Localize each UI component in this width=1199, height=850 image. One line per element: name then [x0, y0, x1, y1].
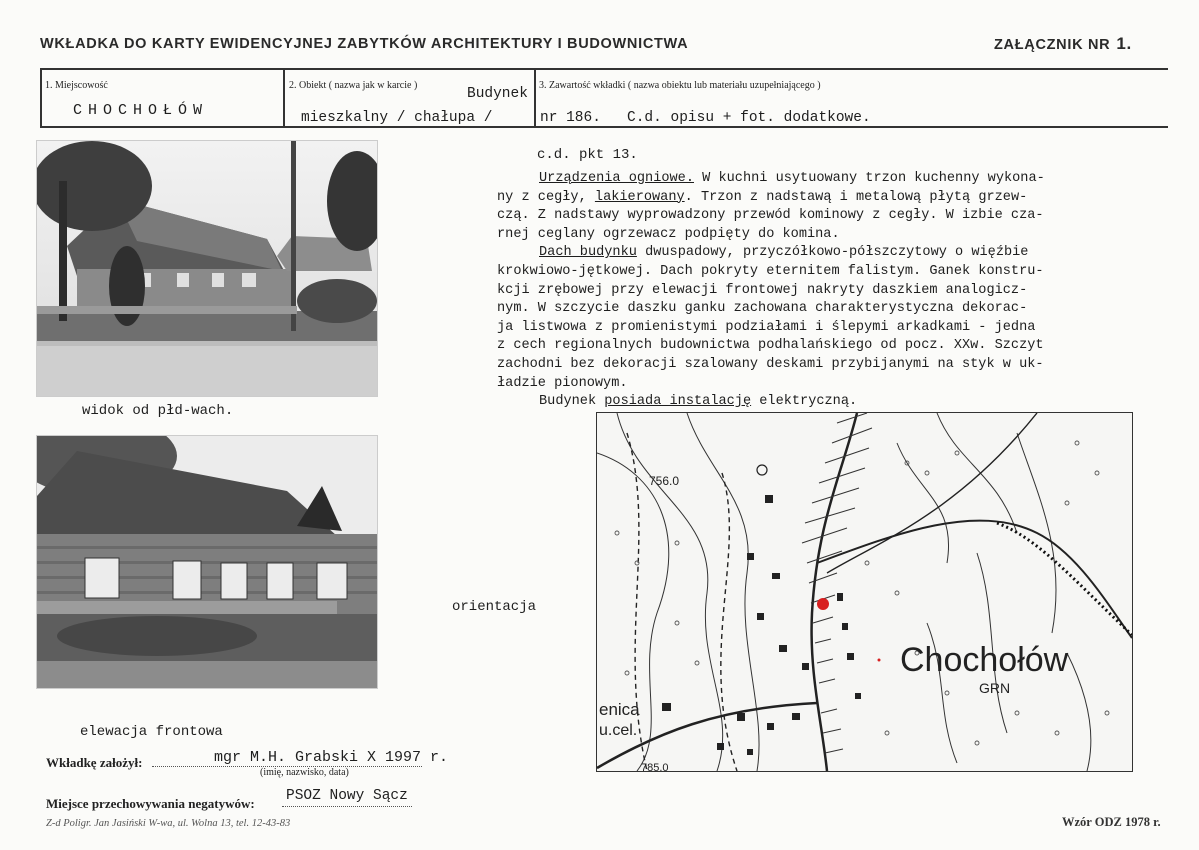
text-line: W kuchni usytuowany trzon kuchenny wykona- — [694, 171, 1045, 186]
field-object-label: 2. Obiekt ( nazwa jak w karcie ) — [289, 80, 418, 91]
field-content-label: 3. Zawartość wkładki ( nazwa obiektu lub materiału uzupełniającego ) — [539, 80, 821, 91]
photo-caption-2: elewacja frontowa — [80, 724, 223, 740]
text-heading-fire: Urządzenia ogniowe. — [539, 171, 694, 186]
grid-line-top — [40, 68, 1168, 70]
text-line: z cech regionalnych budownictwa podhalańskiego od pocz. XXw. Szczyt — [497, 338, 1044, 354]
footer-storage-value: PSOZ Nowy Sącz — [286, 788, 408, 804]
attachment-label: ZAŁĄCZNIK NR — [994, 37, 1111, 53]
location-marker-icon — [817, 598, 829, 610]
text-line: ja listwowa z promienistymi podziałami i ślepymi arkadkami - jedna — [497, 319, 1036, 335]
text-line: . Trzon z nadstawą i metalową płytą grzew- — [684, 189, 1028, 205]
text-line: Budynek — [539, 394, 605, 410]
text-underlined: lakierowany — [594, 189, 685, 205]
footer-storage-label: Miejsce przechowywania negatywów: — [46, 796, 255, 811]
field-object-value-2: mieszkalny / chałupa / — [301, 110, 493, 126]
map-edge-text-1: enica — [599, 700, 640, 719]
section-heading: c.d. pkt 13. — [537, 147, 638, 163]
map-grn-label: GRN — [979, 680, 1011, 696]
field-object-value-1: Budynek — [467, 86, 528, 102]
text-line: rnej ceglany ogrzewacz podpięty do komina. — [497, 226, 840, 242]
text-line: czą. Z nadstawy wyprowadzony przewód kominowy z cegły. W izbie cza- — [497, 208, 1044, 224]
location-map — [596, 412, 1133, 772]
photo-caption-1: widok od płd-wach. — [82, 403, 234, 419]
map-edge-text-2: u.cel. — [599, 722, 638, 739]
grid-divider-left — [40, 68, 42, 127]
text-line: kcji zrębowej przy elewacji frontowej nakryty daszkiem analogicz- — [497, 282, 1028, 298]
text-line: krokwiowo-jętkowej. Dach pokryty eternitem falistym. Ganek konstru- — [497, 263, 1044, 279]
map-elevation-1: 756.0 — [649, 474, 680, 488]
field-locality-label: 1. Miejscowość — [45, 80, 108, 91]
photo-front-elevation — [36, 435, 378, 689]
text-line: nym. W szczycie daszku ganku zachowana charakterystyczna dekorac- — [497, 301, 1028, 317]
text-heading-roof: Dach budynku — [539, 245, 637, 261]
text-line: dwuspadowy, przyczółkowo-półszczytowy o więźbie — [636, 245, 1029, 261]
footer-creator-hint: (imię, nazwisko, data) — [260, 767, 349, 778]
photo-side-view-image — [37, 141, 377, 396]
footer-template: Wzór ODZ 1978 r. — [1062, 815, 1161, 829]
attachment-number — [994, 34, 1132, 54]
text-line: ładzie pionowym. — [497, 375, 628, 391]
map-elevation-2: 785.0 — [641, 762, 669, 771]
field-locality-value: CHOCHOŁÓW — [73, 102, 209, 119]
grid-divider-1 — [283, 68, 285, 127]
text-line: zachodni bez dekoracji szalowany deskami przybijanymi na styk w uk- — [497, 356, 1044, 372]
text-line: elektryczną. — [751, 394, 858, 410]
field-content-value: nr 186. C.d. opisu + fot. dodatkowe. — [540, 110, 871, 126]
text-line: ny z cegły, — [497, 189, 595, 205]
map-orientation-label: orientacja — [452, 599, 537, 615]
photo-front-elevation-image — [37, 436, 377, 688]
document-title: WKŁADKA DO KARTY EWIDENCYJNEJ ZABYTKÓW ARCHITEKTURY I BUDOWNICTWA — [40, 36, 689, 52]
description-text — [497, 170, 1177, 412]
footer-creator-value: mgr M.H. Grabski X 1997 r. — [214, 749, 449, 766]
grid-divider-2 — [534, 68, 536, 127]
photo-side-view — [36, 140, 378, 397]
footer-creator-label: Wkładkę założył: — [46, 755, 143, 770]
location-map-image — [597, 413, 1132, 771]
grid-line-bottom — [40, 126, 1168, 128]
footer-printer: Z-d Poligr. Jan Jasiński W-wa, ul. Wolna 13, tel. 12-43-83 — [46, 818, 291, 829]
map-place-label: Chochołów — [900, 641, 1069, 679]
text-underlined: posiada instalację — [604, 394, 752, 410]
attachment-value: 1. — [1116, 34, 1132, 53]
